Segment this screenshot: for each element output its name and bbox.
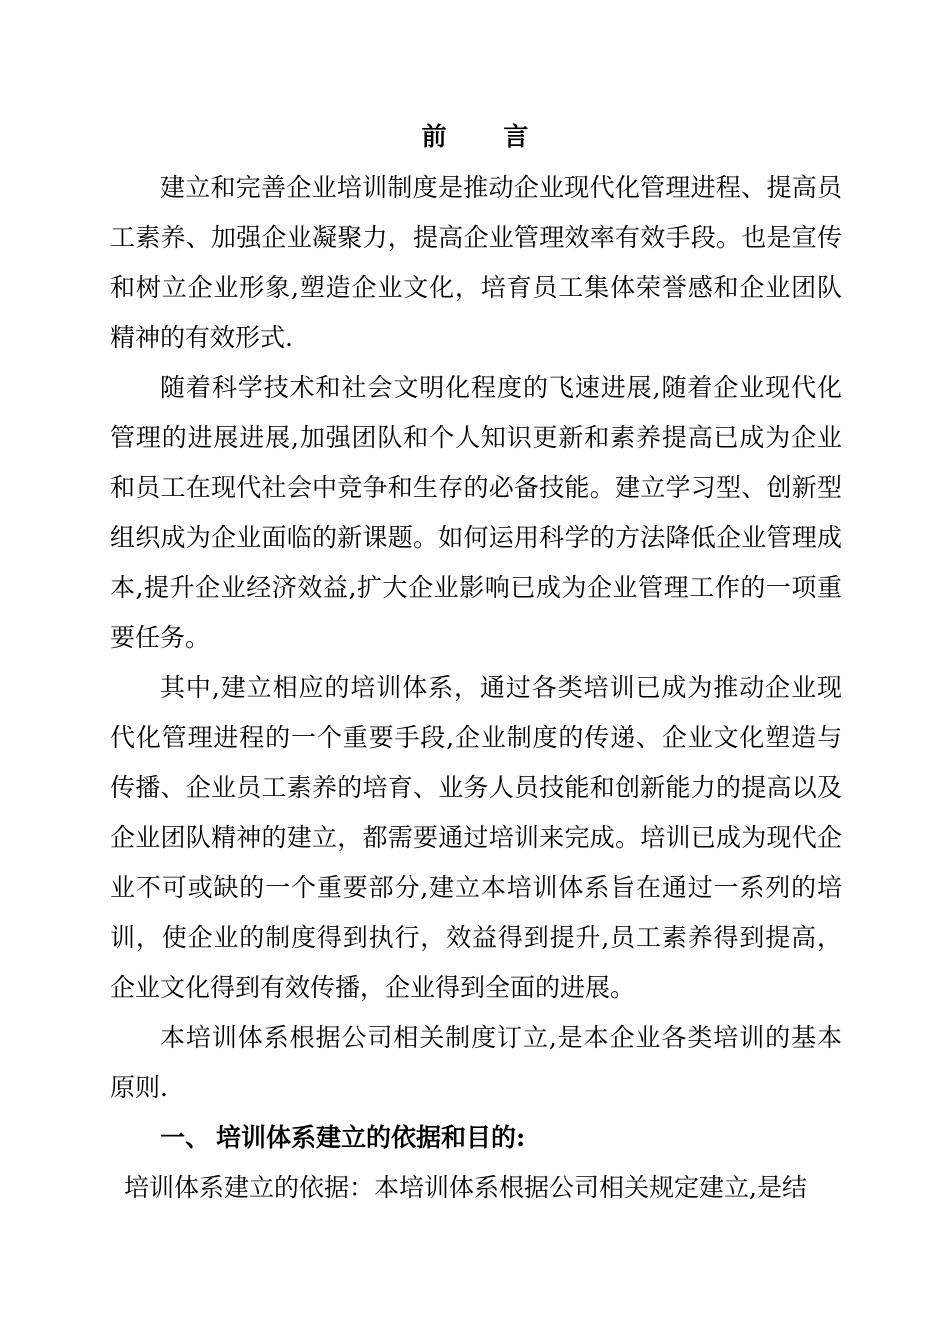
document-body <box>110 163 842 1213</box>
paragraph-5: 培训体系建立的依据：本培训体系根据公司相关规定建立,是结 <box>124 1173 807 1202</box>
paragraph-4: 本培训体系根据公司相关制度订立,是本企业各类培训的基本原则. <box>110 1023 842 1102</box>
paragraph-2: 随着科学技术和社会文明化程度的飞速进展,随着企业现代化管理的进展进展,加强团队和个人知识更新和素养提高已成为企业和员工在现代社会中竞争和生存的必备技能。建立学习型、创新型组织成为企业面临的新课题。如何运用科学的方法降低企业管理成本,提升企业经济效益,扩大企业影响已成为企业管理工作的一项重要任务。 <box>110 373 842 652</box>
section-number: 一、 <box>160 1123 211 1152</box>
paragraph-1: 建立和完善企业培训制度是推动企业现代化管理进程、提高员工素养、加强企业凝聚力，提高企业管理效率有效手段。也是宣传和树立企业形象,塑造企业文化，培育员工集体荣誉感和企业团队精神的有效形式. <box>110 173 842 352</box>
section-heading-text: 培训体系建立的依据和目的: <box>216 1123 526 1152</box>
page-title: 前 言 <box>421 122 553 151</box>
section-heading <box>110 1113 842 1163</box>
paragraph-3: 其中,建立相应的培训体系，通过各类培训已成为推动企业现代化管理进程的一个重要手段,企业制度的传递、企业文化塑造与传播、企业员工素养的培育、业务人员技能和创新能力的提高以及企业团队精神的建立，都需要通过培训来完成。培训已成为现代企业不可或缺的一个重要部分,建立本培训体系旨在通过一系列的培训，使企业的制度得到执行，效益得到提升,员工素养得到提高，企业文化得到有效传播，企业得到全面的进展。 <box>110 673 842 1002</box>
